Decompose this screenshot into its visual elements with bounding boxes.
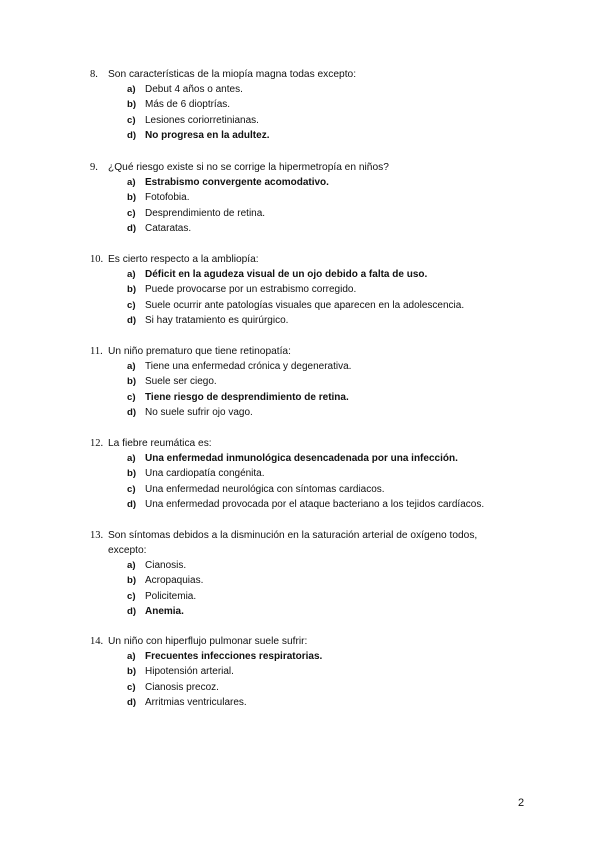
question-text: ¿Qué riesgo existe si no se corrige la hipermetropía en niños? [108,162,389,173]
option-letter: b) [127,575,137,587]
option-text: Déficit en la agudeza visual de un ojo debido a falta de uso. [145,269,428,280]
option-letter: b) [127,99,137,111]
question-number: 14. [90,636,104,647]
option-letter: c) [127,391,136,403]
option-letter: c) [127,681,136,693]
option-text: Debut 4 años o antes. [145,84,243,95]
option-letter: d) [127,130,137,142]
option-a-correct [0,175,600,190]
option-text: Una enfermedad neurológica con síntomas cardiacos. [145,483,385,495]
option-b [0,190,600,205]
question-number: 11. [90,346,103,357]
question-stem [0,160,600,175]
option-text: No progresa en la adultez. [145,130,270,142]
option-letter: c) [127,299,136,311]
option-text: Una enfermedad provocada por el ataque bacteriano a los tejidos cardíacos. [145,499,485,511]
option-letter: d) [127,407,137,419]
question-stem [0,634,600,649]
option-letter: d) [127,697,137,709]
option-text: Puede provocarse por un estrabismo corregido. [145,284,357,296]
option-c [0,298,600,313]
option-text: Más de 6 dioptrías. [145,99,231,111]
option-b [0,282,600,297]
option-c [0,589,600,604]
question-number: 8. [90,69,98,80]
option-text: Cataratas. [145,223,192,235]
option-letter: d) [127,223,137,235]
question-number: 13. [90,530,104,541]
question-text: Son características de la miopía magna todas excepto: [108,69,357,80]
option-text: Frecuentes infecciones respiratorias. [145,651,323,662]
question-text: Un niño prematuro que tiene retinopatía: [108,346,291,357]
option-letter: b) [127,192,137,204]
option-text: Arritmias ventriculares. [145,697,247,709]
option-letter: b) [127,468,137,480]
option-text: Tiene una enfermedad crónica y degenerativa. [145,361,352,372]
question-stem [0,436,600,451]
option-a-correct [0,451,600,466]
option-text: Desprendimiento de retina. [145,207,266,219]
option-letter: c) [127,590,136,602]
option-text: No suele sufrir ojo vago. [145,407,253,419]
option-c-correct [0,390,600,405]
option-letter: a) [127,361,136,372]
option-text: Acropaquias. [145,575,204,587]
option-text: Si hay tratamiento es quirúrgico. [145,315,289,327]
option-text: Hipotensión arterial. [145,666,234,678]
option-b [0,374,600,389]
option-a [0,359,600,374]
question-8 [0,67,600,144]
question-12 [0,436,600,513]
option-text: Estrabismo convergente acomodativo. [145,177,329,188]
option-d [0,405,600,420]
option-letter: c) [127,207,136,219]
page-number: 2 [518,797,525,809]
option-b [0,466,600,481]
option-d [0,497,600,512]
question-text: La fiebre reumática es: [108,438,212,449]
option-letter: d) [127,499,137,511]
option-d [0,313,600,328]
option-letter: a) [127,269,136,280]
option-d-correct [0,128,600,143]
question-text: Son síntomas debidos a la disminución en la saturación arterial de oxígeno todos, excepto: [108,530,478,556]
option-text: Fotofobia. [145,192,190,204]
option-a-correct [0,649,600,664]
option-letter: b) [127,284,137,296]
option-letter: c) [127,483,136,495]
option-text: Anemia. [145,606,184,618]
option-letter: d) [127,315,137,327]
question-stem [0,528,600,558]
question-10 [0,252,600,329]
option-letter: b) [127,666,137,678]
option-c [0,206,600,221]
option-text: Tiene riesgo de desprendimiento de retina. [145,391,349,403]
option-c [0,113,600,128]
question-stem [0,344,600,359]
question-14 [0,634,600,711]
option-a-correct [0,267,600,282]
option-d-correct [0,604,600,619]
option-text: Suele ser ciego. [145,376,217,388]
option-text: Una cardiopatía congénita. [145,468,265,480]
option-d [0,221,600,236]
question-stem [0,67,600,82]
option-text: Lesiones coriorretinianas. [145,114,259,126]
option-a [0,82,600,97]
option-b [0,97,600,112]
option-text: Una enfermedad inmunológica desencadenada por una infección. [145,453,458,464]
option-text: Cianosis. [145,560,187,571]
option-b [0,573,600,588]
option-letter: d) [127,606,137,618]
option-text: Cianosis precoz. [145,681,219,693]
option-letter: b) [127,376,137,388]
option-d [0,695,600,710]
question-number: 9. [90,162,98,173]
option-letter: a) [127,177,136,188]
option-letter: a) [127,84,136,95]
option-letter: a) [127,560,136,571]
question-stem [0,252,600,267]
option-c [0,680,600,695]
option-text: Suele ocurrir ante patologías visuales que aparecen en la adolescencia. [145,299,465,311]
option-a [0,558,600,573]
option-c [0,482,600,497]
option-letter: c) [127,114,136,126]
question-9 [0,160,600,237]
question-text: Es cierto respecto a la ambliopía: [108,254,259,265]
question-number: 12. [90,438,104,449]
question-13 [0,528,600,620]
option-b [0,664,600,679]
question-number: 10. [90,254,104,265]
option-letter: a) [127,453,136,464]
question-text: Un niño con hiperflujo pulmonar suele sufrir: [108,636,308,647]
question-11 [0,344,600,421]
option-letter: a) [127,651,136,662]
option-text: Policitemia. [145,590,197,602]
